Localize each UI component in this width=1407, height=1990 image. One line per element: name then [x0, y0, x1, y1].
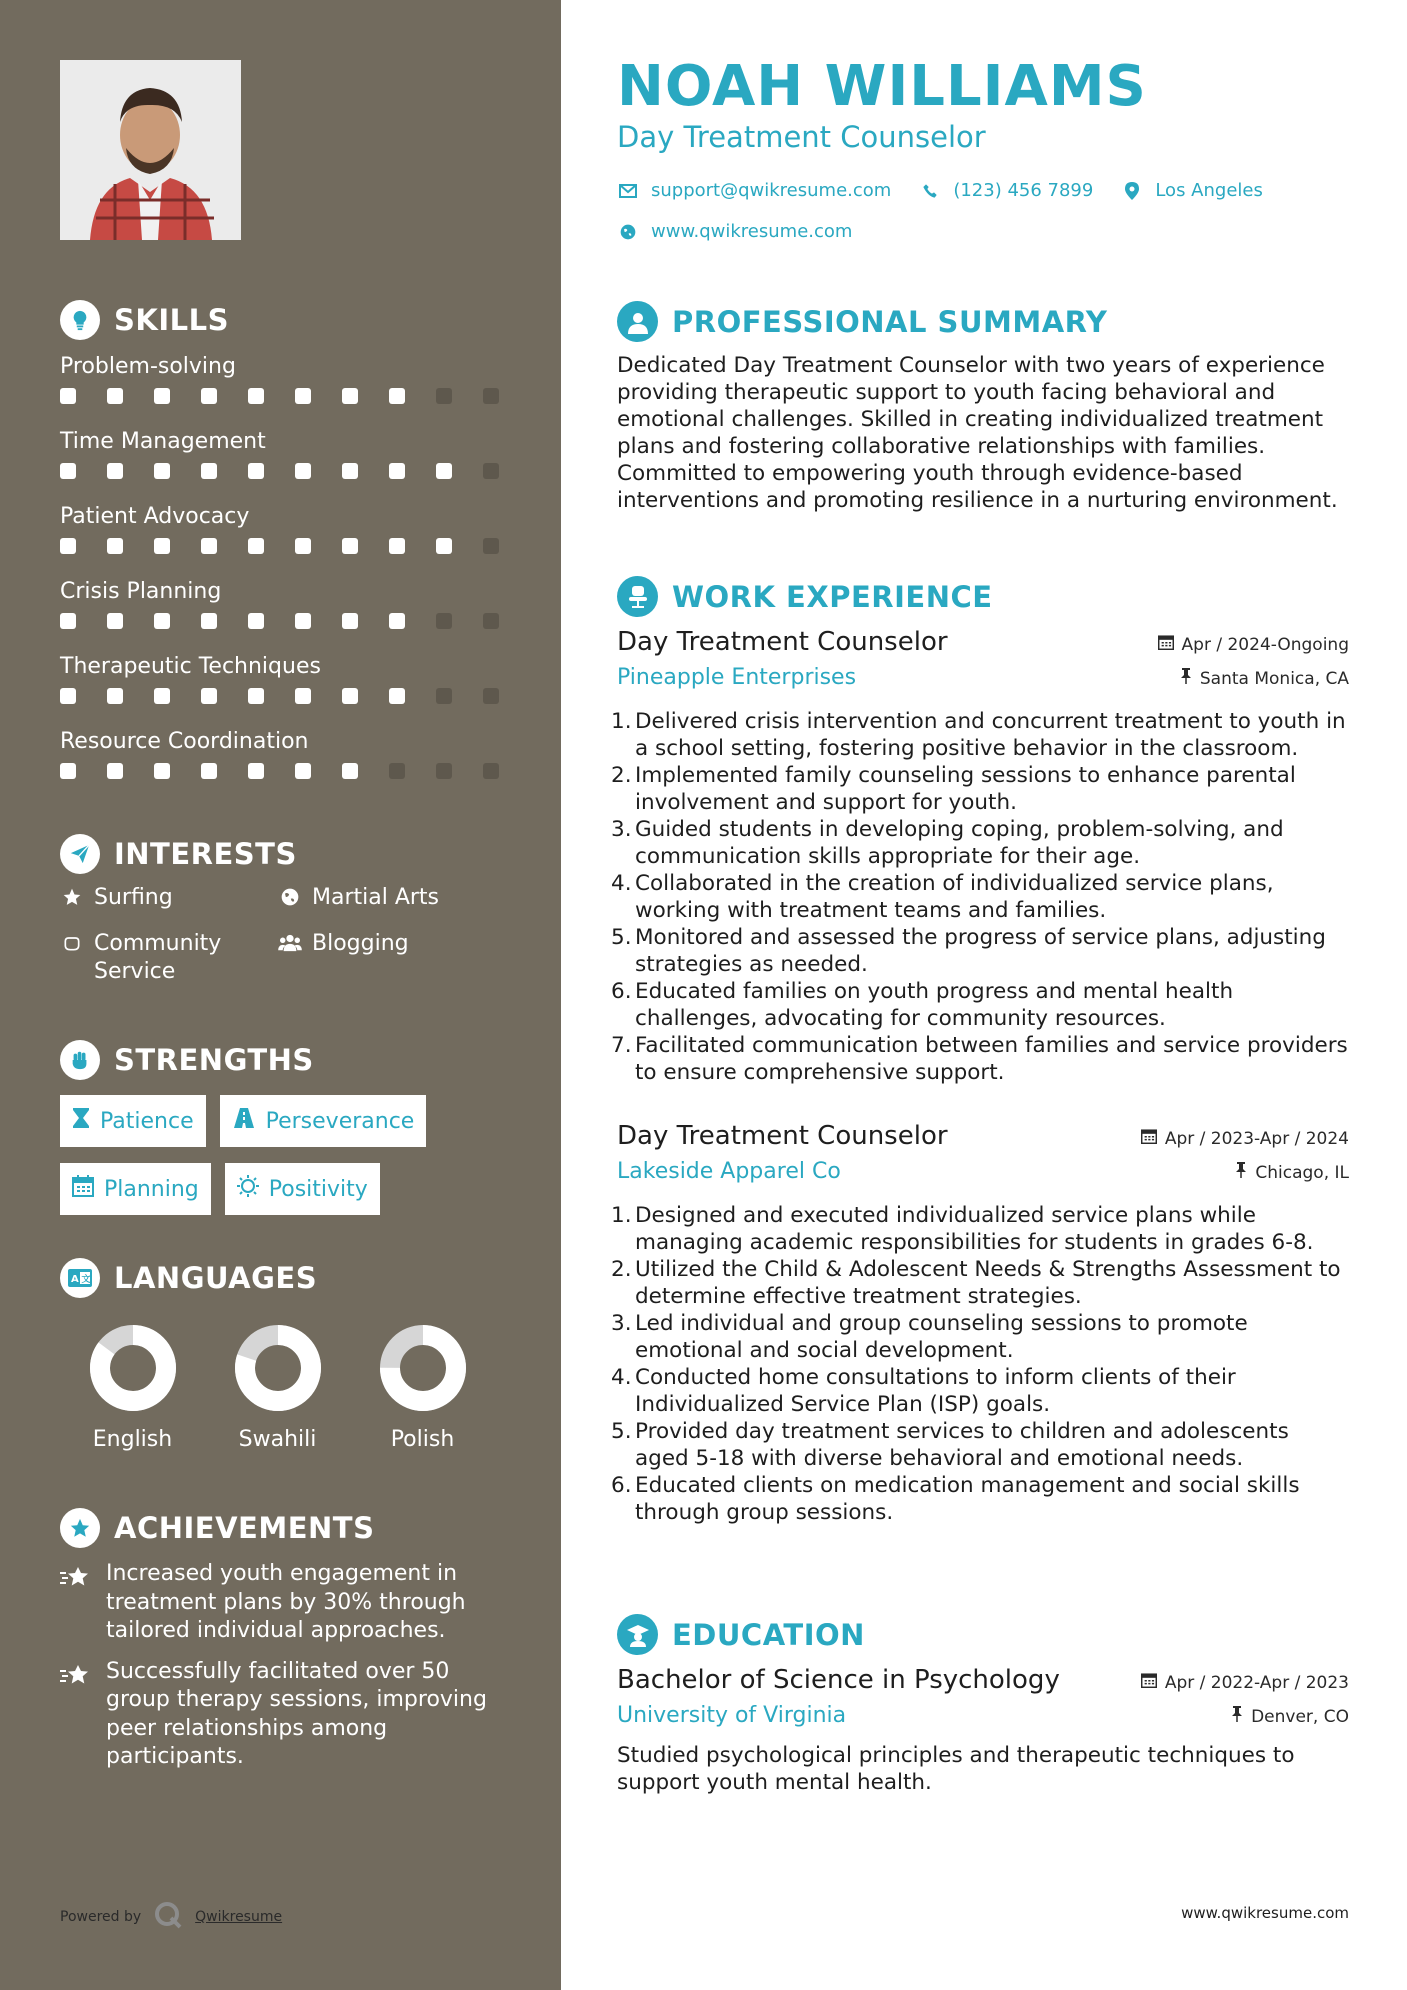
email-text[interactable]: support@qwikresume.com	[651, 180, 892, 201]
job-entry	[617, 627, 1349, 1086]
skill-dot	[154, 688, 170, 704]
language-ring	[90, 1325, 176, 1411]
job-date-text: Apr / 2023-Apr / 2024	[1164, 1128, 1349, 1149]
pushpin-icon	[1180, 668, 1192, 689]
skill-dot	[436, 688, 452, 704]
skill-dot	[248, 613, 264, 629]
powered-by	[60, 1900, 282, 1934]
skill-dot	[342, 688, 358, 704]
skill-dot	[436, 538, 452, 554]
languages-heading	[60, 1258, 317, 1298]
achievement-item	[60, 1658, 510, 1772]
strengths-heading	[60, 1040, 314, 1080]
skill-dot	[201, 763, 217, 779]
summary-text: Dedicated Day Treatment Counselor with two years of experience providing therapeutic support to youth facing behavioral and emotional challenges. Skilled in creating individualized treatment plans and fostering collaborative relationships with families. Committed to empowering youth through evidence-based interventions and promoting resilience in a nurturing environment.	[617, 353, 1338, 513]
skill-item	[60, 725, 510, 800]
contact-row	[617, 180, 1291, 201]
profile-photo	[60, 60, 241, 240]
skill-dot	[60, 538, 76, 554]
job-date	[1141, 1128, 1349, 1149]
job-company: Pineapple Enterprises	[617, 665, 857, 690]
skill-item	[60, 575, 510, 650]
skill-dot	[60, 688, 76, 704]
skill-dot	[107, 388, 123, 404]
skill-dot	[154, 388, 170, 404]
trophy-star-icon	[60, 1508, 100, 1548]
strength-label: Positivity	[268, 1176, 368, 1202]
interest-label: Blogging	[312, 931, 409, 956]
skill-dot	[154, 538, 170, 554]
job-location	[1180, 668, 1349, 689]
skill-dot	[107, 613, 123, 629]
skill-dot	[389, 613, 405, 629]
skill-dot	[248, 538, 264, 554]
job-date	[1158, 634, 1349, 655]
skill-dot	[342, 763, 358, 779]
job-location	[1235, 1162, 1349, 1183]
job-entry	[617, 1121, 1349, 1526]
skill-dot	[201, 688, 217, 704]
summary-title: PROFESSIONAL SUMMARY	[672, 304, 1108, 339]
interest-item	[278, 884, 510, 912]
skill-rating	[60, 538, 510, 554]
calendar-icon	[1141, 1672, 1157, 1693]
skill-dot	[201, 613, 217, 629]
skill-dot	[201, 463, 217, 479]
star-icon	[60, 884, 84, 907]
skill-dot	[436, 388, 452, 404]
skill-dot	[389, 688, 405, 704]
skill-rating	[60, 763, 510, 779]
skill-dot	[60, 763, 76, 779]
skill-dot	[154, 763, 170, 779]
paper-plane-icon	[60, 834, 100, 874]
language-ring	[235, 1325, 321, 1411]
education-description: Studied psychological principles and therapeutic techniques to support youth mental health.	[617, 1743, 1295, 1795]
svg-text:文: 文	[81, 1275, 91, 1285]
skill-dot	[248, 463, 264, 479]
candidate-role: Day Treatment Counselor	[617, 120, 986, 154]
skill-dot	[107, 763, 123, 779]
pushpin-icon	[1231, 1706, 1243, 1727]
skill-dot	[483, 763, 499, 779]
school-name: University of Virginia	[617, 1703, 847, 1728]
strength-badge	[60, 1163, 211, 1215]
skill-dot	[483, 538, 499, 554]
hand-icon	[60, 930, 84, 953]
strengths-title: STRENGTHS	[114, 1043, 314, 1077]
list-item: Monitored and assessed the progress of service plans, adjusting strategies as needed.	[635, 925, 1326, 977]
map-pin-icon	[1121, 182, 1143, 200]
skill-dot	[60, 613, 76, 629]
skill-dot	[389, 388, 405, 404]
skill-dot	[389, 463, 405, 479]
skill-item	[60, 650, 510, 725]
svg-text:A: A	[71, 1274, 79, 1285]
skill-dot	[436, 613, 452, 629]
list-item: Educated families on youth progress and mental health challenges, advocating for community resources.	[635, 979, 1234, 1031]
list-item: Provided day treatment services to children and adolescents aged 5-18 with diverse behavioral and emotional needs.	[635, 1419, 1289, 1471]
skill-dot	[60, 463, 76, 479]
globe-icon	[617, 224, 639, 240]
achievements-list	[60, 1560, 510, 1784]
list-item: Educated clients on medication management and social skills through group sessions.	[635, 1473, 1300, 1525]
shooting-star-icon	[60, 1560, 94, 1646]
list-item: Led individual and group counseling sessions to promote emotional and social development.	[635, 1311, 1248, 1363]
lightbulb-icon	[60, 300, 100, 340]
languages-title: LANGUAGES	[114, 1261, 318, 1295]
skills-title: SKILLS	[114, 303, 229, 337]
interest-label: Community Service	[94, 931, 222, 984]
skill-dot	[436, 463, 452, 479]
skill-rating	[60, 688, 510, 704]
education-location	[1231, 1706, 1349, 1727]
users-icon	[278, 930, 302, 953]
qwikresume-link[interactable]: Qwikresume	[195, 1909, 283, 1925]
skill-dot	[483, 463, 499, 479]
language-item	[350, 1325, 495, 1452]
calendar-icon	[72, 1175, 94, 1203]
contact-row-2	[617, 221, 880, 242]
job-date-text: Apr / 2024-Ongoing	[1181, 634, 1349, 655]
strength-badge	[60, 1095, 206, 1147]
contact-website	[617, 221, 852, 242]
list-item: Facilitated communication between families and service providers to ensure comprehensive support.	[635, 1033, 1348, 1085]
achievements-title: ACHIEVEMENTS	[114, 1511, 375, 1545]
education-heading	[617, 1614, 865, 1655]
skill-item	[60, 350, 510, 425]
website-text[interactable]: www.qwikresume.com	[651, 221, 853, 242]
skill-dot	[295, 463, 311, 479]
phone-icon	[919, 183, 941, 199]
skill-dot	[154, 613, 170, 629]
language-icon	[60, 1258, 100, 1298]
achievement-text: Successfully facilitated over 50 group therapy sessions, improving peer relationships among participants.	[106, 1658, 487, 1769]
job-title: Day Treatment Counselor	[617, 627, 948, 657]
skill-dot	[248, 388, 264, 404]
job-location-text: Chicago, IL	[1255, 1162, 1349, 1183]
skill-dot	[248, 763, 264, 779]
skill-label: Patient Advocacy	[60, 504, 250, 529]
skills-list	[60, 350, 510, 800]
skill-item	[60, 500, 510, 575]
skill-dot	[201, 538, 217, 554]
skill-dot	[295, 688, 311, 704]
main-content	[561, 0, 1407, 1990]
education-entry	[617, 1665, 1349, 1796]
strength-badge	[225, 1163, 380, 1215]
interest-item	[60, 884, 278, 912]
skill-dot	[60, 388, 76, 404]
interest-label: Surfing	[94, 885, 173, 910]
skill-label: Resource Coordination	[60, 729, 309, 754]
job-company: Lakeside Apparel Co	[617, 1159, 841, 1184]
education-title: EDUCATION	[672, 1617, 865, 1652]
phone-text[interactable]: (123) 456 7899	[953, 180, 1094, 201]
achievements-heading	[60, 1508, 374, 1548]
skills-heading	[60, 300, 229, 340]
skill-label: Therapeutic Techniques	[60, 654, 321, 679]
achievement-text: Increased youth engagement in treatment plans by 30% through tailored individual approaches.	[106, 1561, 466, 1643]
interest-item	[60, 930, 278, 986]
skill-dot	[295, 613, 311, 629]
achievement-item	[60, 1560, 510, 1646]
experience-title: WORK EXPERIENCE	[672, 579, 993, 614]
skill-label: Problem-solving	[60, 354, 236, 379]
candidate-name: NOAH WILLIAMS	[617, 54, 1147, 119]
interests-title: INTERESTS	[114, 837, 297, 871]
language-ring	[380, 1325, 466, 1411]
calendar-icon	[1158, 634, 1174, 655]
skill-item	[60, 425, 510, 500]
globe-icon	[278, 884, 302, 907]
skill-dot	[295, 763, 311, 779]
skill-rating	[60, 388, 510, 404]
skill-dot	[201, 388, 217, 404]
list-item: Conducted home consultations to inform clients of their Individualized Service Plan (ISP) goals.	[635, 1365, 1236, 1417]
hourglass-icon	[72, 1107, 90, 1135]
education-date	[1141, 1672, 1349, 1693]
contact-location	[1121, 180, 1263, 201]
skill-dot	[389, 763, 405, 779]
strength-badge	[220, 1095, 427, 1147]
graduate-icon	[617, 1614, 658, 1655]
qwikresume-logo-icon	[153, 1900, 183, 1934]
strength-label: Perseverance	[265, 1108, 415, 1134]
skill-label: Time Management	[60, 429, 266, 454]
skill-dot	[483, 388, 499, 404]
calendar-icon	[1141, 1128, 1157, 1149]
interests-heading	[60, 834, 297, 874]
list-item: Implemented family counseling sessions to enhance parental involvement and support for youth.	[635, 763, 1296, 815]
location-text: Los Angeles	[1155, 180, 1263, 201]
sidebar	[0, 0, 561, 1990]
skill-dot	[483, 613, 499, 629]
experience-heading	[617, 576, 993, 617]
strengths-list	[60, 1095, 510, 1215]
skill-dot	[389, 538, 405, 554]
contact-phone	[919, 180, 1093, 201]
skill-label: Crisis Planning	[60, 579, 222, 604]
skill-dot	[342, 613, 358, 629]
skill-dot	[107, 538, 123, 554]
list-item: Guided students in developing coping, problem-solving, and communication skills appropriate for their age.	[635, 817, 1284, 869]
interest-item	[278, 930, 510, 986]
language-item	[60, 1325, 205, 1452]
language-item	[205, 1325, 350, 1452]
list-item: Collaborated in the creation of individualized service plans, working with treatment teams and families.	[635, 871, 1274, 923]
language-label: English	[92, 1427, 173, 1452]
skill-dot	[154, 463, 170, 479]
list-item: Utilized the Child & Adolescent Needs & Strengths Assessment to determine effective treatment strategies.	[635, 1257, 1341, 1309]
education-location-text: Denver, CO	[1251, 1706, 1349, 1727]
job-responsibilities	[617, 708, 1349, 1086]
list-item: Delivered crisis intervention and concurrent treatment to youth in a school setting, fostering positive behavior in the classroom.	[635, 709, 1346, 761]
summary-heading	[617, 301, 1107, 342]
sun-icon	[237, 1175, 259, 1203]
language-label: Swahili	[238, 1427, 317, 1452]
skill-dot	[107, 463, 123, 479]
skill-dot	[295, 388, 311, 404]
contact-email	[617, 180, 891, 201]
job-title: Day Treatment Counselor	[617, 1121, 948, 1151]
languages-list	[60, 1325, 495, 1452]
user-icon	[617, 301, 658, 342]
skill-dot	[248, 688, 264, 704]
envelope-icon	[617, 184, 639, 198]
job-responsibilities	[617, 1202, 1349, 1526]
skill-dot	[436, 763, 452, 779]
pushpin-icon	[1235, 1162, 1247, 1183]
office-chair-icon	[617, 576, 658, 617]
degree-title: Bachelor of Science in Psychology	[617, 1665, 1060, 1695]
skill-dot	[483, 688, 499, 704]
strength-label: Patience	[100, 1108, 194, 1134]
skill-dot	[342, 388, 358, 404]
strength-label: Planning	[104, 1176, 199, 1202]
skill-dot	[107, 688, 123, 704]
skill-dot	[342, 463, 358, 479]
language-label: Polish	[390, 1427, 455, 1452]
interest-label: Martial Arts	[312, 885, 440, 910]
list-item: Designed and executed individualized service plans while managing academic responsibilities for students in grades 6-8.	[635, 1203, 1314, 1255]
education-date-text: Apr / 2022-Apr / 2023	[1164, 1672, 1349, 1693]
powered-by-label: Powered by	[60, 1909, 142, 1925]
job-location-text: Santa Monica, CA	[1199, 668, 1349, 689]
shooting-star-icon	[60, 1658, 94, 1772]
skill-rating	[60, 463, 510, 479]
skill-dot	[342, 538, 358, 554]
skill-dot	[295, 538, 311, 554]
road-icon	[232, 1108, 256, 1134]
footer-url[interactable]: www.qwikresume.com	[1181, 1904, 1349, 1922]
fist-icon	[60, 1040, 100, 1080]
interests-list	[60, 884, 510, 986]
skill-rating	[60, 613, 510, 629]
